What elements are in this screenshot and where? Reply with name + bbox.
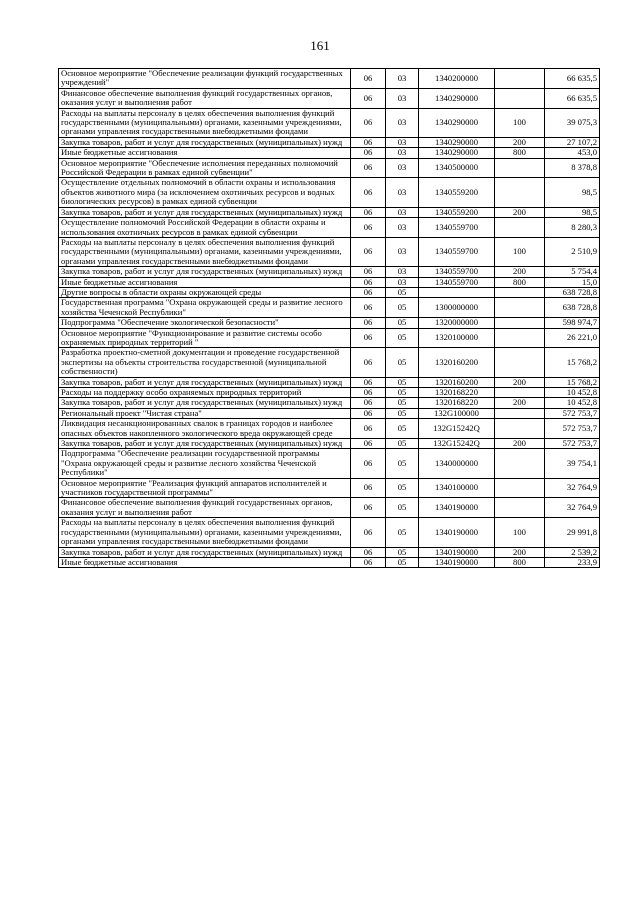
row-expense-type-cell [495,298,545,318]
row-amount-cell: 39 754,1 [545,449,600,478]
row-name-cell: Государственная программа "Охрана окружающей среды и развитие лесного хозяйства Чеченской Республики" [59,298,351,318]
row-section-cell: 06 [351,388,386,398]
row-amount-cell: 32 764,9 [545,498,600,518]
row-name-cell: Основное мероприятие "Обеспечение реализации функций государственных учреждений" [59,69,351,89]
row-expense-type-cell: 800 [495,557,545,567]
row-amount-cell: 5 754,4 [545,267,600,277]
table-row [59,547,600,557]
table-row [59,277,600,287]
row-amount-cell: 572 753,7 [545,439,600,449]
row-name-cell: Закупка товаров, работ и услуг для государственных (муниципальных) нужд [59,137,351,147]
row-expense-type-cell [495,348,545,377]
row-target-article-cell: 1340290000 [419,148,495,158]
row-subsection-cell: 05 [386,398,419,408]
table-row [59,298,600,318]
row-subsection-cell: 05 [386,547,419,557]
row-expense-type-cell [495,478,545,498]
row-amount-cell: 98,5 [545,178,600,207]
table-row [59,377,600,387]
row-amount-cell: 39 075,3 [545,108,600,137]
row-expense-type-cell: 200 [495,439,545,449]
row-name-cell: Подпрограмма "Обеспечение реализации государственной программы "Охрана окружающей среды и развитие лесного хозяйства Чеченской Республики" [59,449,351,478]
row-name-cell: Закупка товаров, работ и услуг для государственных (муниципальных) нужд [59,377,351,387]
row-name-cell: Разработка проектно-сметной документации и проведение государственной экспертизы на объекты строительства государственной (муниципальной собственности) [59,348,351,377]
row-name-cell: Закупка товаров, работ и услуг для государственных (муниципальных) нужд [59,439,351,449]
row-name-cell: Расходы на выплаты персоналу в целях обеспечения выполнения функций государственными (муниципальными) органами, казенными учреждениями, органами управления государственными внебюджетными фондами [59,518,351,547]
row-expense-type-cell [495,318,545,328]
row-amount-cell: 2 510,9 [545,237,600,266]
row-section-cell: 06 [351,557,386,567]
row-section-cell: 06 [351,348,386,377]
row-subsection-cell: 05 [386,377,419,387]
row-subsection-cell: 03 [386,148,419,158]
row-subsection-cell: 03 [386,108,419,137]
row-amount-cell: 29 991,8 [545,518,600,547]
row-name-cell: Основное мероприятие "Реализация функций аппаратов исполнителей и участников государственной программы" [59,478,351,498]
row-subsection-cell: 03 [386,267,419,277]
row-target-article-cell: 132G100000 [419,408,495,418]
row-subsection-cell: 05 [386,557,419,567]
row-target-article-cell: 1340100000 [419,478,495,498]
row-subsection-cell: 05 [386,419,419,439]
row-expense-type-cell: 200 [495,137,545,147]
row-section-cell: 06 [351,137,386,147]
row-subsection-cell: 05 [386,328,419,348]
row-expense-type-cell: 100 [495,108,545,137]
row-amount-cell: 66 635,5 [545,88,600,108]
row-section-cell: 06 [351,287,386,297]
table-row [59,419,600,439]
row-name-cell: Расходы на поддержку особо охраняемых природных территорий [59,388,351,398]
row-name-cell: Осуществление полномочий Российской Федерации в области охраны и использования охотничьих ресурсов в рамках единой субвенции [59,218,351,238]
row-section-cell: 06 [351,328,386,348]
row-name-cell: Закупка товаров, работ и услуг для государственных (муниципальных) нужд [59,398,351,408]
row-section-cell: 06 [351,178,386,207]
row-section-cell: 06 [351,237,386,266]
row-amount-cell: 27 107,2 [545,137,600,147]
row-amount-cell: 15 768,2 [545,377,600,387]
row-target-article-cell: 1340190000 [419,518,495,547]
row-subsection-cell: 03 [386,178,419,207]
row-target-article-cell: 132G15242Q [419,439,495,449]
row-target-article-cell: 1340559200 [419,178,495,207]
table-row [59,148,600,158]
table-row [59,318,600,328]
row-amount-cell: 26 221,0 [545,328,600,348]
row-target-article-cell: 1320100000 [419,328,495,348]
row-section-cell: 06 [351,298,386,318]
row-target-article-cell: 1340000000 [419,449,495,478]
row-name-cell: Основное мероприятие "Обеспечение исполнения переданных полномочий Российской Федерации в рамках единой субвенции" [59,158,351,178]
row-amount-cell: 453,0 [545,148,600,158]
row-amount-cell: 233,9 [545,557,600,567]
table-row [59,498,600,518]
row-target-article-cell: 1340190000 [419,498,495,518]
row-subsection-cell: 05 [386,439,419,449]
row-target-article-cell: 1340290000 [419,137,495,147]
row-subsection-cell: 03 [386,88,419,108]
table-row [59,158,600,178]
row-target-article-cell [419,287,495,297]
row-amount-cell: 32 764,9 [545,478,600,498]
row-subsection-cell: 03 [386,158,419,178]
table-row [59,207,600,217]
row-expense-type-cell [495,218,545,238]
row-section-cell: 06 [351,419,386,439]
row-name-cell: Иные бюджетные ассигнования [59,148,351,158]
table-row [59,328,600,348]
row-expense-type-cell [495,498,545,518]
row-expense-type-cell [495,69,545,89]
row-subsection-cell: 05 [386,348,419,377]
row-amount-cell: 15 768,2 [545,348,600,377]
row-section-cell: 06 [351,518,386,547]
row-section-cell: 06 [351,207,386,217]
row-name-cell: Иные бюджетные ассигнования [59,277,351,287]
row-expense-type-cell [495,388,545,398]
row-name-cell: Основное мероприятие "Функционирование и развитие системы особо охраняемых природных территорий " [59,328,351,348]
row-section-cell: 06 [351,88,386,108]
row-expense-type-cell: 200 [495,377,545,387]
row-name-cell: Финансовое обеспечение выполнения функций государственных органов, оказания услуг и выполнения работ [59,498,351,518]
row-expense-type-cell [495,328,545,348]
row-subsection-cell: 05 [386,478,419,498]
budget-table-body [59,69,600,568]
row-name-cell: Расходы на выплаты персоналу в целях обеспечения выполнения функций государственными (муниципальными) органами, казенными учреждениями, органами управления государственными внебюджетными фондами [59,108,351,137]
row-target-article-cell: 1340290000 [419,108,495,137]
row-amount-cell: 66 635,5 [545,69,600,89]
row-name-cell: Закупка товаров, работ и услуг для государственных (муниципальных) нужд [59,267,351,277]
row-expense-type-cell [495,449,545,478]
row-target-article-cell: 1340200000 [419,69,495,89]
row-subsection-cell: 05 [386,498,419,518]
row-target-article-cell: 1340559700 [419,237,495,266]
row-amount-cell: 638 728,8 [545,287,600,297]
row-expense-type-cell: 200 [495,267,545,277]
table-row [59,518,600,547]
row-target-article-cell: 1340190000 [419,547,495,557]
row-subsection-cell: 03 [386,237,419,266]
row-target-article-cell: 1320000000 [419,318,495,328]
row-name-cell: Ликвидация несанкционированных свалок в границах городов и наиболее опасных объектов накопленного экологического вреда окружающей среде [59,419,351,439]
table-row [59,398,600,408]
table-row [59,267,600,277]
row-name-cell: Региональный проект "Чистая страна" [59,408,351,418]
row-expense-type-cell [495,419,545,439]
row-subsection-cell: 05 [386,298,419,318]
row-amount-cell: 2 539,2 [545,547,600,557]
table-row [59,69,600,89]
table-row [59,557,600,567]
table-row [59,237,600,266]
row-subsection-cell: 03 [386,137,419,147]
table-row [59,178,600,207]
row-subsection-cell: 05 [386,518,419,547]
row-amount-cell: 10 452,8 [545,398,600,408]
row-target-article-cell: 132G15242Q [419,419,495,439]
row-target-article-cell: 1320160200 [419,377,495,387]
page-number: 161 [310,38,330,53]
row-amount-cell: 15,0 [545,277,600,287]
row-target-article-cell: 1340190000 [419,557,495,567]
row-target-article-cell: 1340559200 [419,207,495,217]
row-section-cell: 06 [351,478,386,498]
row-subsection-cell: 05 [386,318,419,328]
row-name-cell: Закупка товаров, работ и услуг для государственных (муниципальных) нужд [59,207,351,217]
row-target-article-cell: 1340290000 [419,88,495,108]
row-amount-cell: 572 753,7 [545,408,600,418]
row-amount-cell: 598 974,7 [545,318,600,328]
row-section-cell: 06 [351,498,386,518]
row-section-cell: 06 [351,158,386,178]
row-expense-type-cell: 200 [495,398,545,408]
row-amount-cell: 10 452,8 [545,388,600,398]
row-name-cell: Другие вопросы в области охраны окружающей среды [59,287,351,297]
row-expense-type-cell [495,408,545,418]
row-section-cell: 06 [351,377,386,387]
row-expense-type-cell: 800 [495,148,545,158]
row-amount-cell: 8 280,3 [545,218,600,238]
row-target-article-cell: 1340559700 [419,218,495,238]
row-expense-type-cell [495,158,545,178]
table-row [59,388,600,398]
row-section-cell: 06 [351,408,386,418]
row-amount-cell: 638 728,8 [545,298,600,318]
row-section-cell: 06 [351,547,386,557]
table-row [59,218,600,238]
row-section-cell: 06 [351,267,386,277]
row-section-cell: 06 [351,148,386,158]
row-name-cell: Расходы на выплаты персоналу в целях обеспечения выполнения функций государственными (муниципальными) органами, казенными учреждениями, органами управления государственными внебюджетными фондами [59,237,351,266]
row-expense-type-cell: 200 [495,547,545,557]
row-target-article-cell: 1340500000 [419,158,495,178]
row-subsection-cell: 03 [386,207,419,217]
row-expense-type-cell: 200 [495,207,545,217]
row-amount-cell: 572 753,7 [545,419,600,439]
row-subsection-cell: 03 [386,69,419,89]
row-subsection-cell: 05 [386,388,419,398]
row-target-article-cell: 1320160200 [419,348,495,377]
row-expense-type-cell: 100 [495,237,545,266]
row-subsection-cell: 05 [386,449,419,478]
row-name-cell: Подпрограмма "Обеспечение экологической безопасности" [59,318,351,328]
row-name-cell: Закупка товаров, работ и услуг для государственных (муниципальных) нужд [59,547,351,557]
row-expense-type-cell: 100 [495,518,545,547]
row-expense-type-cell: 800 [495,277,545,287]
table-row [59,137,600,147]
row-expense-type-cell [495,88,545,108]
row-expense-type-cell [495,287,545,297]
row-name-cell: Финансовое обеспечение выполнения функций государственных органов, оказания услуг и выполнения работ [59,88,351,108]
row-subsection-cell: 03 [386,218,419,238]
row-section-cell: 06 [351,108,386,137]
row-section-cell: 06 [351,69,386,89]
row-section-cell: 06 [351,218,386,238]
table-row [59,88,600,108]
row-subsection-cell: 05 [386,287,419,297]
row-section-cell: 06 [351,318,386,328]
table-row [59,287,600,297]
table-row [59,478,600,498]
row-section-cell: 06 [351,398,386,408]
row-target-article-cell: 1320168220 [419,388,495,398]
row-expense-type-cell [495,178,545,207]
table-row [59,408,600,418]
row-target-article-cell: 1300000000 [419,298,495,318]
row-subsection-cell: 03 [386,277,419,287]
row-subsection-cell: 05 [386,408,419,418]
row-amount-cell: 98,5 [545,207,600,217]
budget-table [58,68,600,568]
row-amount-cell: 8 378,8 [545,158,600,178]
table-row [59,348,600,377]
row-name-cell: Иные бюджетные ассигнования [59,557,351,567]
row-section-cell: 06 [351,277,386,287]
row-section-cell: 06 [351,449,386,478]
table-row [59,108,600,137]
row-name-cell: Осуществление отдельных полномочий в области охраны и использования объектов животного мира (за исключением охотничьих ресурсов и водных биологических ресурсов) в рамках единой субвенции [59,178,351,207]
row-target-article-cell: 1340559700 [419,277,495,287]
row-target-article-cell: 1340559700 [419,267,495,277]
table-row [59,449,600,478]
row-section-cell: 06 [351,439,386,449]
table-row [59,439,600,449]
row-target-article-cell: 1320168220 [419,398,495,408]
